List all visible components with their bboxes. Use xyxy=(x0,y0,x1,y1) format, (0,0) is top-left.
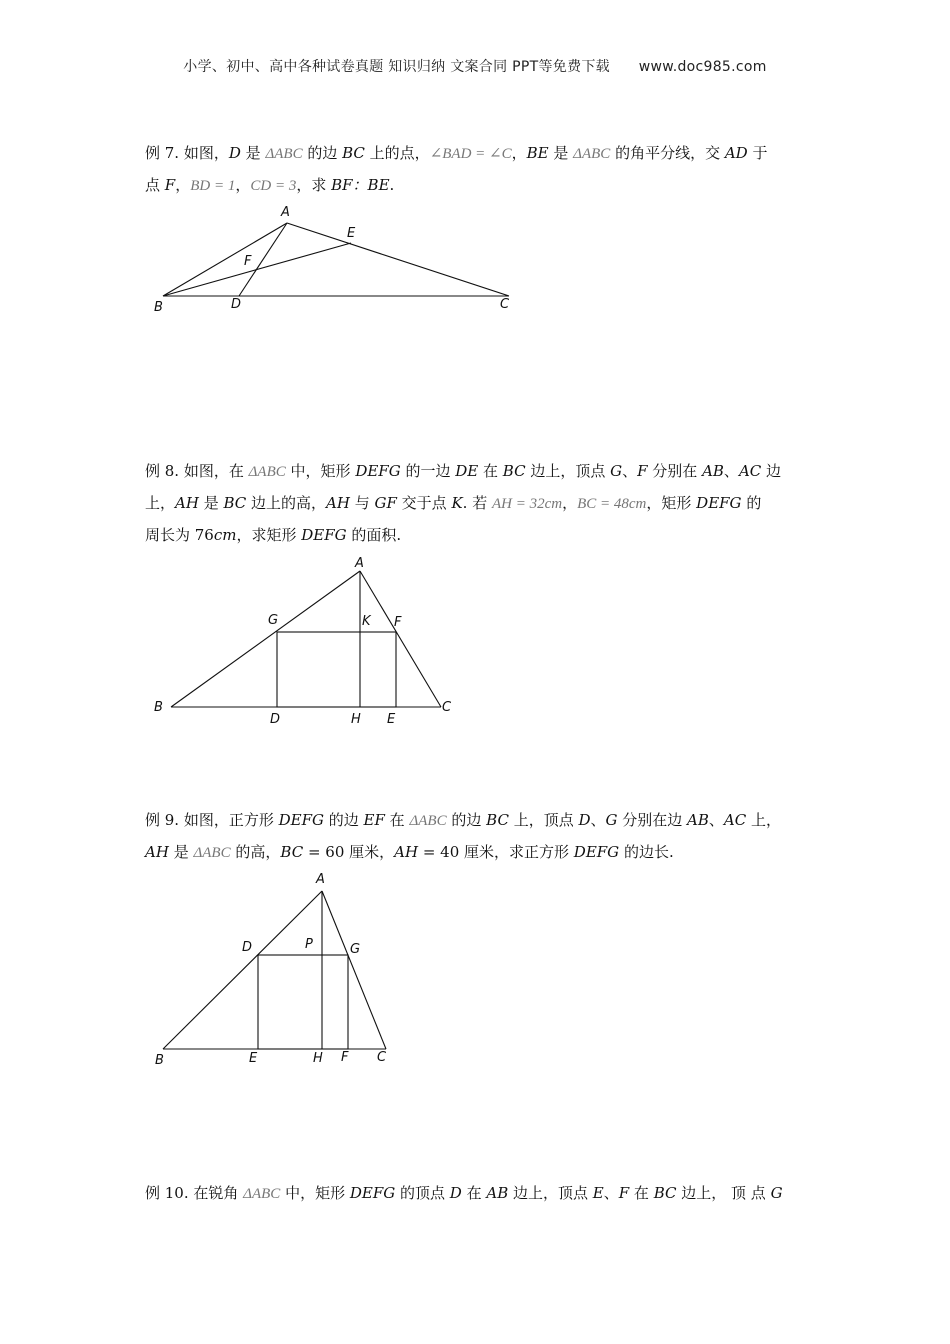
fig9-label-b: B xyxy=(155,1053,164,1068)
fig8-label-e: E xyxy=(387,712,396,727)
fig8-label-h: H xyxy=(351,712,361,727)
fig8-label-f: F xyxy=(394,615,402,630)
fig9-line-ac xyxy=(322,891,386,1049)
fig7-label-a: A xyxy=(281,205,290,220)
fig8-label-b: B xyxy=(154,700,163,715)
fig9-label-c: C xyxy=(377,1050,387,1065)
fig7-label-b: B xyxy=(154,300,163,315)
fig8-label-c: C xyxy=(442,700,452,715)
fig9-line-ab xyxy=(163,891,322,1049)
example-8-text: 例 8. 如图，在 ΔABC 中，矩形 DEFG 的一边 DE 在 BC 边上，顶点 G、F 分别在 AB、AC 边 上，AH 是 BC 边上的高，AH 与 GF 交于点 K. 若 AH = 32cm，BC = 48cm，矩形 DEFG 的 周长为 76cm，求矩形 DEFG 的面积. xyxy=(145,462,782,544)
fig7-label-d: D xyxy=(231,297,242,312)
fig8-label-a: A xyxy=(355,556,364,571)
fig9-label-f: F xyxy=(341,1050,349,1065)
fig9-label-h: H xyxy=(313,1051,323,1066)
fig9-label-g: G xyxy=(350,942,361,957)
example-10-text: 例 10. 在锐角 ΔABC 中，矩形 DEFG 的顶点 D 在 AB 边上，顶点 E、F 在 BC 边上， 顶 点 G xyxy=(145,1184,783,1202)
example-7-text: 例 7. 如图，D 是 ΔABC 的边 BC 上的点，∠BAD = ∠C，BE 是 ΔABC 的角平分线，交 AD 于 点 F，BD = 1，CD = 3，求 BF：BE. xyxy=(145,144,768,194)
fig8-label-k: K xyxy=(362,614,371,629)
fig7-label-c: C xyxy=(500,297,510,312)
fig9-label-p: P xyxy=(305,937,313,952)
fig7-label-e: E xyxy=(347,226,356,241)
fig9-square-defg xyxy=(258,955,348,1049)
fig9-label-a: A xyxy=(316,872,325,887)
fig8-label-d: D xyxy=(270,712,281,727)
fig9-label-d: D xyxy=(242,940,253,955)
fig7-label-f: F xyxy=(244,254,252,269)
fig9-label-e: E xyxy=(249,1051,258,1066)
example-9-text: 例 9. 如图，正方形 DEFG 的边 EF 在 ΔABC 的边 BC 上，顶点 D、G 分别在边 AB、AC 上， AH 是 ΔABC 的高，BC = 60 厘米，AH = 40 厘米，求正方形 DEFG 的边长. xyxy=(145,811,782,861)
header-url[interactable]: www.doc985.com xyxy=(638,59,767,75)
header-text: 小学、初中、高中各种试卷真题 知识归纳 文案合同 PPT等免费下载 xyxy=(183,59,610,75)
fig8-label-g: G xyxy=(268,613,279,628)
